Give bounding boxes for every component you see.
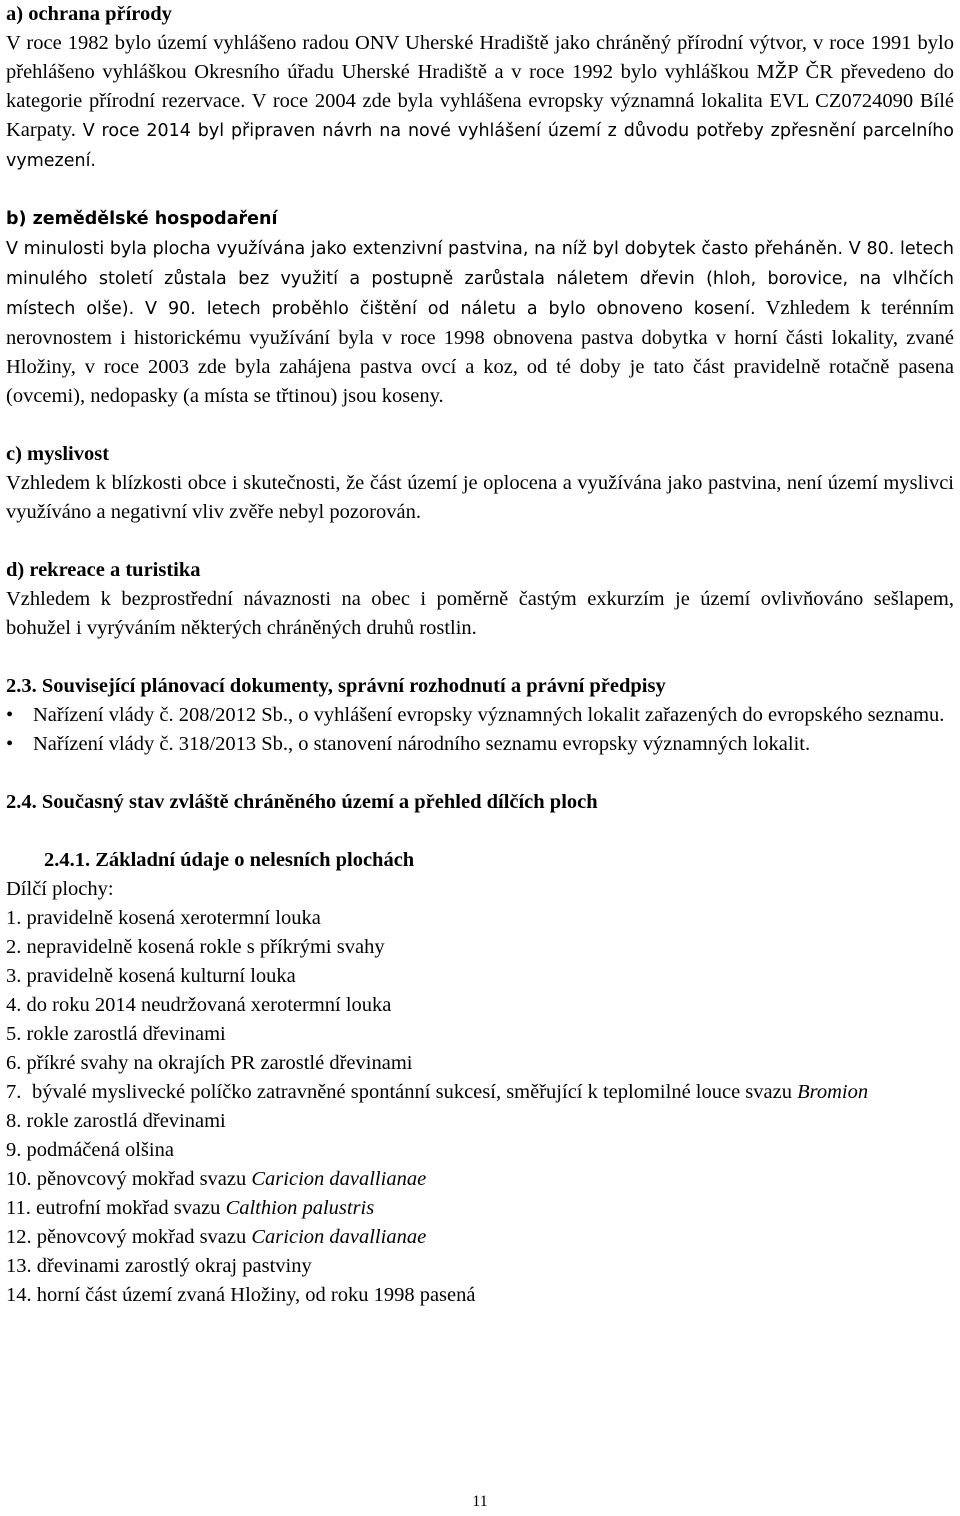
section-b-text-1: V minulosti byla plocha využívána jako extenzivní pastvina, na níž byl dobytek často přeháněn. V 80. letech minulého století zůstala bez využití a postupně zarůstala náletem dřevin (hloh, borovice, na vlhčích místech olše). V 90. letech proběhlo čištění od náletu a bylo obnoveno kosení.	[6, 239, 954, 319]
section-d-paragraph: Vzhledem k bezprostřední návaznosti na obec i poměrně častým exkurzím je území ovlivňováno sešlapem, bohužel i vyrýváním některých chráněných druhů rostlin.	[6, 588, 954, 639]
plot-taxon: Calthion palustris	[225, 1197, 375, 1219]
section-2-3-heading: 2.3. Související plánovací dokumenty, správní rozhodnutí a právní předpisy	[6, 675, 666, 697]
section-b-paragraph	[6, 234, 954, 411]
plot-list-item	[6, 1223, 954, 1252]
section-2-4-1-heading: 2.4.1. Základní údaje o nelesních plochách	[44, 849, 415, 871]
bullet-marker: •	[6, 733, 14, 755]
plot-list-item: 1. pravidelně kosená xerotermní louka	[6, 907, 321, 929]
plot-list-item	[6, 1165, 954, 1194]
plot-list-item: 14. horní část území zvaná Hložiny, od roku 1998 pasená	[6, 1284, 476, 1306]
plot-description: 10. pěnovcový mokřad svazu	[6, 1168, 252, 1190]
bullet-marker: •	[6, 704, 14, 726]
plot-description: 11. eutrofní mokřad svazu	[6, 1197, 226, 1219]
plot-list-item: 9. podmáčená olšina	[6, 1139, 174, 1161]
plot-list-item: 8. rokle zarostlá dřevinami	[6, 1110, 226, 1132]
plot-list-item	[6, 1078, 954, 1107]
plot-taxon: Caricion davallianae	[251, 1168, 427, 1190]
section-2-4-heading: 2.4. Současný stav zvláště chráněného území a přehled dílčích ploch	[6, 791, 598, 813]
section-a-heading: a) ochrana přírody	[6, 3, 172, 25]
plot-list-item	[6, 1194, 954, 1223]
plot-taxon: Caricion davallianae	[251, 1226, 427, 1248]
document-page	[6, 0, 954, 1310]
section-b-text-2: Vzhledem k terénním nerovnostem i historickému využívání byla v roce 1998 obnovena pastva dobytka v horní části lokality, zvané Hložiny, v roce 2003 zde byla zahájena pastva ovcí a koz, od té doby je tato část pravidelně rotačně pasena (ovcemi), nedopasky (a místa se třtinou) jsou koseny.	[6, 297, 955, 407]
section-d-heading: d) rekreace a turistika	[6, 559, 201, 581]
plot-list-item: 3. pravidelně kosená kulturní louka	[6, 965, 296, 987]
plot-number: 7.	[6, 1081, 22, 1103]
plot-list-item: 13. dřevinami zarostlý okraj pastviny	[6, 1255, 312, 1277]
plot-text	[32, 1078, 954, 1107]
plots-intro: Dílčí plochy:	[6, 878, 114, 900]
legal-bullet-item	[6, 701, 954, 730]
section-c-heading: c) myslivost	[6, 443, 110, 465]
section-a-text-2: V roce 2014 byl připraven návrh na nové vyhlášení území z důvodu potřeby zpřesnění parcelního vymezení.	[6, 121, 954, 171]
legal-bullet-text: Nařízení vlády č. 208/2012 Sb., o vyhlášení evropsky významných lokalit zařazených do evropského seznamu.	[33, 704, 945, 726]
section-a-paragraph	[6, 29, 954, 176]
plot-list-item: 5. rokle zarostlá dřevinami	[6, 1023, 226, 1045]
section-b-heading: b) zemědělské hospodaření	[6, 209, 278, 229]
plot-list-item: 2. nepravidelně kosená rokle s příkrými svahy	[6, 936, 385, 958]
section-c-paragraph: Vzhledem k blízkosti obce i skutečnosti, že část území je oplocena a využívána jako pastvina, není území myslivci využíváno a negativní vliv zvěře nebyl pozorován.	[6, 472, 954, 523]
plot-list-item: 4. do roku 2014 neudržovaná xerotermní louka	[6, 994, 392, 1016]
plot-list-item: 6. příkré svahy na okrajích PR zarostlé dřevinami	[6, 1052, 413, 1074]
section-a-text-1: V roce 1982 bylo území vyhlášeno radou ONV Uherské Hradiště jako chráněný přírodní výtvor, v roce 1991 bylo přehlášeno vyhláškou Okresního úřadu Uherské Hradiště a v roce 1992 bylo vyhláškou MŽP ČR převedeno do kategorie přírodní rezervace. V roce 2004 zde byla vyhlášena evropsky významná lokalita EVL CZ0724090 Bílé Karpaty.	[6, 32, 954, 141]
page-number: 11	[472, 1493, 488, 1510]
legal-bullet-item	[6, 730, 954, 759]
plot-description: 12. pěnovcový mokřad svazu	[6, 1226, 252, 1248]
legal-bullet-text: Nařízení vlády č. 318/2013 Sb., o stanovení národního seznamu evropsky významných lokalit.	[33, 733, 811, 755]
plot-description: bývalé myslivecké políčko zatravněné spontánní sukcesí, směřující k teplomilné louce svazu	[32, 1081, 798, 1103]
plot-taxon: Bromion	[797, 1081, 869, 1103]
